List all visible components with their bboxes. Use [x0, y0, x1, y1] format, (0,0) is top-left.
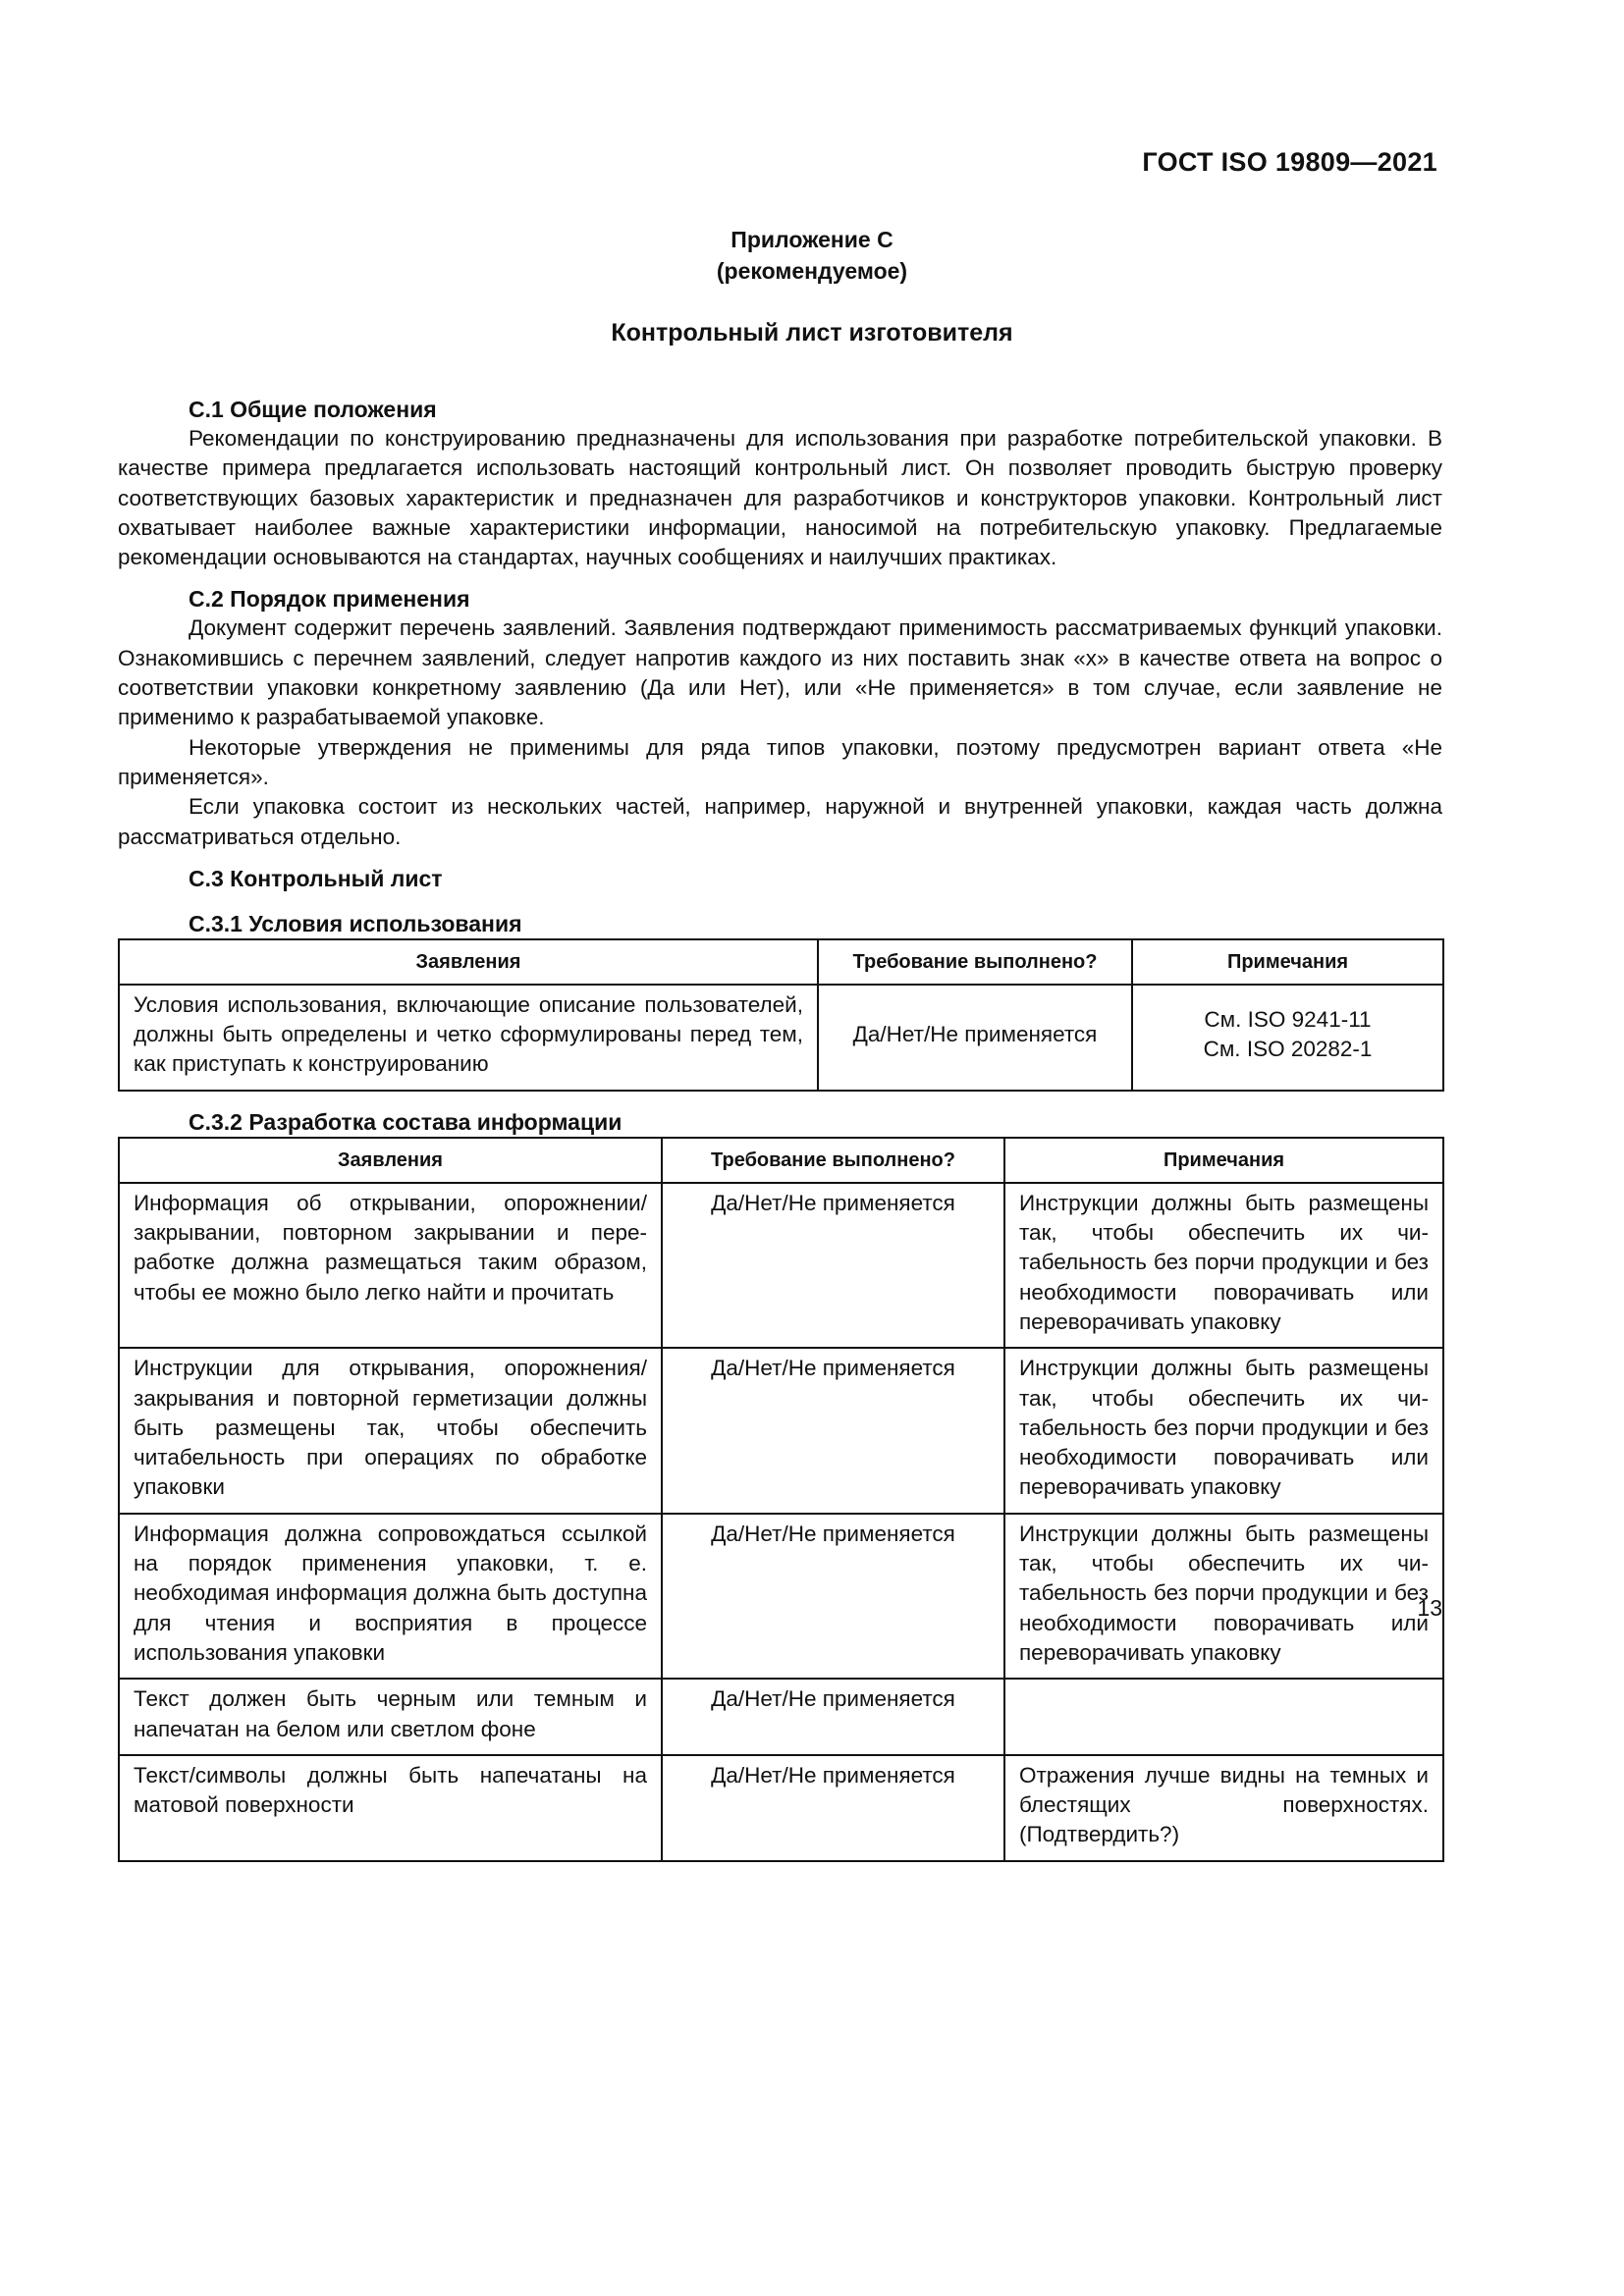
statement-cell: Текст должен быть черным или темным и напечатан на белом или светлом фоне — [119, 1679, 662, 1755]
column-header-statements: Заявления — [119, 939, 818, 985]
answer-cell: Да/Нет/Не применяется — [662, 1514, 1004, 1679]
answer-cell: Да/Нет/Не применяется — [662, 1755, 1004, 1861]
notes-cell — [1004, 1679, 1443, 1755]
note-reference: См. ISO 9241-11 — [1204, 1007, 1372, 1032]
answer-cell: Да/Нет/Не применяется — [662, 1183, 1004, 1348]
information-design-table — [118, 1137, 1444, 1862]
section-c3-title: С.3 Контрольный лист — [189, 865, 443, 891]
statement-cell: Информация об открывании, опорожнении/закрывании, повторном закрывании и переработке должна размещаться таким образом, чтобы ее можно было легко найти и прочитать — [119, 1183, 662, 1348]
table-row — [119, 1183, 1443, 1348]
table-row — [119, 1348, 1443, 1513]
section-c2-paragraph-1: Документ содержит перечень заявлений. Заявления подтверждают применимость рассматриваемых функций упаковки. Ознакомившись с перечнем заявлений, следует напротив каждого из них поставить знак «х» в качестве ответа на вопрос о соответствии упаковки конкретному заявлению (Да или Нет), или «Не применяется» в том случае, если заявление не применимо к разрабатываемой упаковке. — [118, 615, 1442, 730]
table-header-row — [119, 939, 1443, 985]
annex-title: Приложение С — [731, 227, 893, 252]
answer-cell: Да/Нет/Не применяется — [662, 1348, 1004, 1513]
section-c31-title: С.3.1 Условия использования — [189, 910, 522, 936]
table-row — [119, 985, 1443, 1091]
answer-cell: Да/Нет/Не применяется — [818, 985, 1132, 1091]
section-c32-title: С.3.2 Разработка состава информации — [189, 1108, 623, 1135]
notes-cell: Инструкции должны быть размещены так, чтобы обеспечить их читабельность без порчи продукции и без необходимости поворачивать или переворачивать упаковку — [1004, 1348, 1443, 1513]
table-row — [119, 1514, 1443, 1679]
annex-status: (рекомендуемое) — [716, 258, 908, 284]
notes-cell: Отражения лучше видны на темных и блестящих поверхностях. (Подтвердить?) — [1004, 1755, 1443, 1861]
annex-heading — [0, 224, 1624, 287]
column-header-requirement-met: Требование выполнено? — [818, 939, 1132, 985]
table-row — [119, 1755, 1443, 1861]
column-header-notes: Примечания — [1004, 1138, 1443, 1183]
table-row — [119, 1679, 1443, 1755]
statement-cell: Инструкции для открывания, опорожнения/закрывания и повторной герметизации должны быть размещены так, чтобы обеспечить читабельность при операциях по обработке упаковки — [119, 1348, 662, 1513]
notes-cell — [1132, 985, 1443, 1091]
answer-cell: Да/Нет/Не применяется — [662, 1679, 1004, 1755]
section-c1-title: С.1 Общие положения — [189, 397, 437, 422]
table-header-row — [119, 1138, 1443, 1183]
column-header-notes: Примечания — [1132, 939, 1443, 985]
column-header-statements: Заявления — [119, 1138, 662, 1183]
column-header-requirement-met: Требование выполнено? — [662, 1138, 1004, 1183]
section-c2-title: С.2 Порядок применения — [189, 586, 470, 613]
page-content — [118, 395, 1442, 1862]
section-c2-paragraph-3: Если упаковка состоит из нескольких частей, например, наружной и внутренней упаковки, каждая часть должна рассматриваться отдельно. — [118, 794, 1442, 849]
statement-cell: Текст/символы должны быть напечатаны на матовой поверхности — [119, 1755, 662, 1861]
statement-cell: Информация должна сопровождаться ссылкой на порядок применения упаковки, т. е. необходимая информация должна быть доступна для чтения и восприятия в процессе использования упаковки — [119, 1514, 662, 1679]
statement-cell: Условия использования, включающие описание пользователей, должны быть определены и четко сформулированы перед тем, как приступать к конструированию — [119, 985, 818, 1091]
document-code: ГОСТ ISO 19809—2021 — [1142, 147, 1437, 177]
page-number: 13 — [1417, 1595, 1442, 1621]
document-title: Контрольный лист изготовителя — [611, 319, 1013, 347]
section-c2-paragraph-2: Некоторые утверждения не применимы для ряда типов упаковки, поэтому предусмотрен вариант ответа «Не применяется». — [118, 734, 1442, 789]
notes-cell: Инструкции должны быть размещены так, чтобы обеспечить их читабельность без порчи продукции и без необходимости поворачивать или переворачивать упаковку — [1004, 1183, 1443, 1348]
usage-conditions-table — [118, 938, 1444, 1092]
notes-cell: Инструкции должны быть размещены так, чтобы обеспечить их читабельность без порчи продукции и без необходимости поворачивать или переворачивать упаковку — [1004, 1514, 1443, 1679]
note-reference: См. ISO 20282-1 — [1203, 1037, 1373, 1062]
section-c1-paragraph: Рекомендации по конструированию предназначены для использования при разработке потребительской упаковки. В качестве примера предлагается использовать настоящий контрольный лист. Он позволяет проводить быструю проверку соответствующих базовых характеристик и предназначен для разработчиков и конструкторов упаковки. Контрольный лист охватывает наиболее важные характеристики информации, наносимой на потребительскую упаковку. Предлагаемые рекомендации основываются на стандартах, научных сообщениях и наилучших практиках. — [118, 426, 1442, 570]
